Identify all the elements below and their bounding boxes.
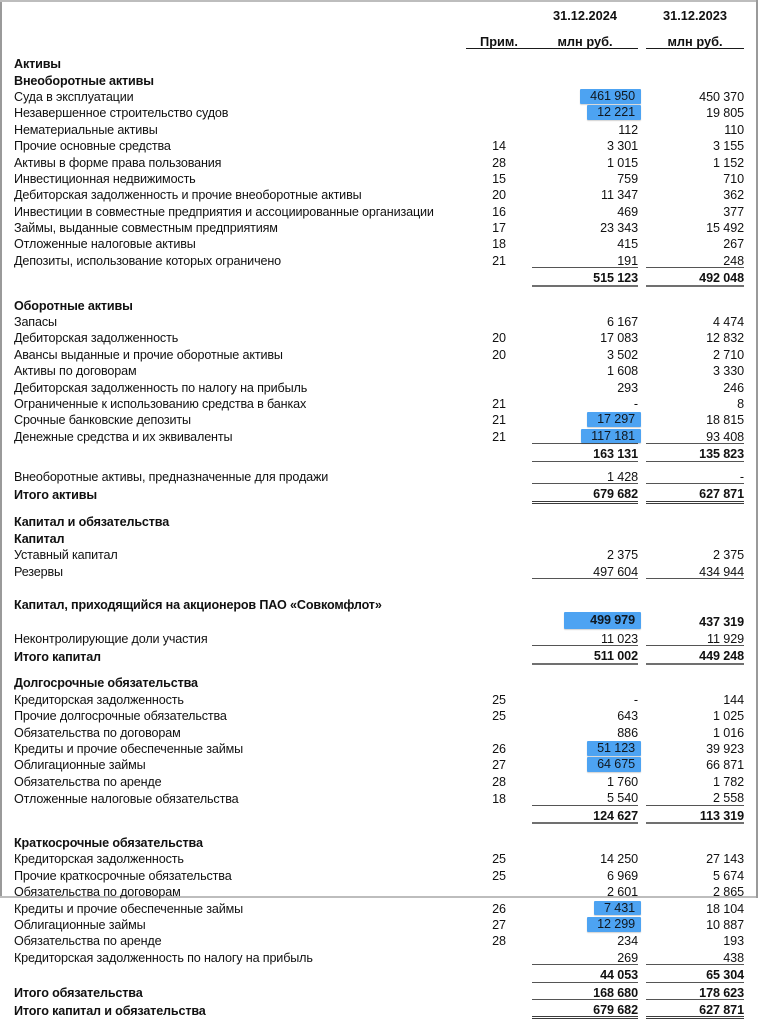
row-label: Облигационные займы — [14, 758, 146, 773]
table-row — [14, 562, 744, 579]
row-note — [466, 467, 532, 484]
row-value-y2: 144 — [723, 692, 744, 707]
row-label: Прочие основные средства — [14, 139, 171, 154]
row-value-y1: 293 — [617, 380, 638, 395]
header-gap-row — [14, 22, 744, 31]
row-value-y2: 1 025 — [712, 709, 744, 724]
table-row — [14, 104, 744, 120]
total-liabilities-label: Итого обязательства — [14, 986, 143, 1000]
section-subheading-label: Внеоборотные активы — [14, 73, 154, 88]
row-label: Кредиторская задолженность по налогу на прибыль — [14, 951, 313, 966]
gap-before-non-current-liabilities — [14, 664, 744, 674]
table-row — [14, 690, 744, 706]
row-label: Прочие долгосрочные обязательства — [14, 709, 227, 724]
row-note: 21 — [492, 254, 506, 269]
table-row — [14, 153, 744, 169]
row-label: Депозиты, использование которых ограничено — [14, 254, 281, 269]
highlight-box: 17 297 — [587, 412, 641, 427]
row-note — [466, 545, 532, 561]
row-note: 17 — [492, 221, 506, 236]
row-value-y1 — [532, 915, 638, 931]
table-row — [14, 772, 744, 788]
row-note: 28 — [492, 934, 506, 949]
subtotal-row-current-assets — [14, 444, 744, 461]
row-note — [466, 120, 532, 136]
table-row — [14, 87, 744, 103]
row-value-y1: 886 — [617, 725, 638, 740]
subtotal-current-assets-y1: 163 131 — [532, 444, 638, 461]
row-value-y1: 3 502 — [606, 347, 638, 362]
row-value-y1: 1 015 — [606, 155, 638, 170]
highlight-box: 64 675 — [587, 757, 641, 772]
row-value-y2: 8 — [737, 397, 744, 411]
gap-before-current-assets — [14, 286, 744, 296]
row-note — [466, 104, 532, 120]
row-value-y2: 15 492 — [706, 221, 744, 236]
row-label: Прочие краткосрочные обязательства — [14, 868, 232, 883]
row-value-y1: 643 — [617, 709, 638, 724]
row-note: 18 — [492, 791, 506, 806]
row-label: Уставный капитал — [14, 548, 118, 563]
row-value-y1 — [532, 104, 638, 120]
row-note: 25 — [492, 868, 506, 883]
row-label: Обязательства по аренде — [14, 934, 162, 949]
row-value-y1: 2 375 — [606, 548, 638, 563]
highlight-box: 499 979 — [564, 612, 641, 629]
row-label: Обязательства по договорам — [14, 885, 181, 900]
header-spacer — [14, 6, 466, 22]
row-note: 18 — [492, 237, 506, 252]
row-value-y2: 377 — [723, 204, 744, 219]
column-header-note: Прим. — [466, 31, 532, 49]
row-label: Обязательства по аренде — [14, 774, 162, 789]
row-value-y1: 415 — [617, 237, 638, 252]
equity-rule-y2 — [646, 579, 744, 596]
row-note — [466, 629, 532, 646]
section-heading-label: Капитал и обязательства — [14, 515, 170, 530]
table-row — [14, 329, 744, 345]
row-value-y2: 2 865 — [712, 885, 744, 900]
table-row — [14, 251, 744, 268]
table-row — [14, 411, 744, 427]
gap-before-current-liabilities — [14, 823, 744, 833]
table-row — [14, 120, 744, 136]
row-value-y1: 497 604 — [593, 564, 638, 579]
row-value-y2: 4 474 — [712, 315, 744, 330]
row-label: Неконтролирующие доли участия — [14, 632, 208, 647]
total-equity-y1: 511 002 — [532, 646, 638, 664]
section-subheading-label: Капитал — [14, 531, 65, 546]
row-value-y2: 12 832 — [706, 331, 744, 346]
row-label: Кредиты и прочие обеспеченные займы — [14, 901, 244, 916]
row-label: Облигационные займы — [14, 917, 146, 932]
equity-attributable-y1 — [532, 612, 638, 629]
row-assets-held-for-sale — [14, 467, 744, 484]
table-row — [14, 850, 744, 866]
row-value-y2: 248 — [723, 253, 744, 268]
row-value-y1 — [532, 899, 638, 915]
row-value-y2: 18 815 — [706, 413, 744, 428]
subtotal-non-current-liabilities-y1: 124 627 — [532, 805, 638, 823]
row-value-y1 — [532, 427, 638, 444]
row-value-y1: 11 023 — [532, 629, 638, 646]
row-value-y1: 11 347 — [601, 188, 638, 203]
section-heading-equity-and-liabilities — [14, 513, 744, 529]
row-label: Нематериальные активы — [14, 122, 158, 137]
table-row — [14, 706, 744, 722]
row-value-y1: 6 969 — [606, 868, 638, 883]
row-value-y2: 5 674 — [712, 868, 744, 883]
row-label: Займы, выданные совместным предприятиям — [14, 221, 278, 236]
row-label: Авансы выданные и прочие оборотные активы — [14, 347, 283, 362]
total-equity-liabilities-label: Итого капитал и обязательства — [14, 1004, 206, 1019]
row-label: Суда в эксплуатации — [14, 89, 134, 104]
row-value-y1: 1 608 — [606, 364, 638, 379]
subtotal-current-liabilities-y1: 44 053 — [532, 965, 638, 982]
rows-current-liabilities — [14, 850, 744, 965]
table-row — [14, 218, 744, 234]
rows-equity — [14, 545, 744, 578]
row-label: Дебиторская задолженность и прочие внеоборотные активы — [14, 188, 362, 203]
equity-rule-y1 — [532, 579, 638, 596]
row-note: 27 — [492, 758, 506, 773]
row-note: 16 — [492, 204, 506, 219]
equity-rule-row — [14, 579, 744, 596]
table-row — [14, 345, 744, 361]
equity-attributable-label: Капитал, приходящийся на акционеров ПАО «Совкомфлот» — [14, 598, 382, 613]
highlight-box: 12 299 — [587, 917, 641, 932]
row-note — [466, 723, 532, 739]
row-value-y2: 434 944 — [699, 564, 744, 579]
row-label: Срочные банковские депозиты — [14, 413, 191, 428]
total-row-equity-and-liabilities — [14, 1000, 744, 1018]
page-frame-top — [0, 0, 758, 2]
table-row — [14, 169, 744, 185]
total-equity-y2: 449 248 — [646, 646, 744, 664]
row-label: Кредиторская задолженность — [14, 692, 184, 707]
header-row-dates — [14, 6, 744, 22]
row-note: 20 — [492, 331, 506, 346]
row-note: 25 — [492, 692, 506, 707]
highlight-box: 117 181 — [581, 429, 641, 444]
subtotal-non-current-assets-y2: 492 048 — [646, 268, 744, 286]
row-value-y1: 5 540 — [606, 791, 638, 806]
row-value-y1: 14 250 — [600, 852, 638, 867]
row-value-y1 — [532, 739, 638, 755]
row-value-y2: 18 104 — [706, 901, 744, 916]
total-equity-liabilities-y2: 627 871 — [646, 1000, 744, 1018]
row-value-y2: 246 — [723, 380, 744, 395]
row-value-y2: 3 330 — [712, 364, 744, 379]
row-value-y2: 450 370 — [699, 89, 744, 104]
row-value-y1: - — [633, 397, 638, 411]
row-note: 27 — [492, 917, 506, 932]
total-assets-y2: 627 871 — [646, 484, 744, 502]
header-row-units — [14, 31, 744, 49]
row-value-y1: 112 — [618, 122, 638, 137]
table-row — [14, 756, 744, 772]
row-note: 14 — [492, 139, 506, 154]
column-header-unit-1: млн руб. — [532, 31, 638, 49]
row-label: Резервы — [14, 565, 63, 580]
header-note-spacer — [466, 6, 532, 22]
row-equity-attributable-values — [14, 612, 744, 629]
row-label: Ограниченные к использованию средства в банках — [14, 397, 307, 411]
row-value-y2: 10 887 — [706, 917, 744, 932]
subtotal-non-current-liabilities-y2: 113 319 — [646, 805, 744, 823]
row-value-y1 — [532, 87, 638, 103]
row-value-y1: 759 — [617, 171, 638, 186]
row-note: 25 — [492, 852, 506, 867]
row-label: Кредиторская задолженность — [14, 852, 184, 867]
table-row — [14, 312, 744, 328]
rows-non-current-assets — [14, 87, 744, 268]
rows-current-assets — [14, 312, 744, 444]
subtotal-row-non-current-liabilities — [14, 805, 744, 823]
row-label: Инвестиции в совместные предприятия и ассоциированные организации — [14, 204, 434, 219]
row-note: 21 — [492, 413, 506, 428]
table-row — [14, 723, 744, 739]
row-value-y2: 11 929 — [646, 629, 744, 646]
table-row — [14, 202, 744, 218]
table-row — [14, 235, 744, 251]
section-subheading-label: Оборотные активы — [14, 298, 133, 313]
row-value-y2: 1 782 — [712, 774, 744, 789]
table-row — [14, 378, 744, 394]
subtotal-row-non-current-assets — [14, 268, 744, 286]
row-value-y2: 1 016 — [712, 725, 744, 740]
equity-attributable-y2: 437 319 — [699, 615, 744, 630]
row-value-y2: 93 408 — [706, 429, 744, 444]
table-row — [14, 948, 744, 965]
total-liabilities-y2: 178 623 — [646, 982, 744, 999]
row-note: 26 — [492, 901, 506, 916]
row-value-y1: - — [633, 692, 638, 707]
subtotal-non-current-assets-y1: 515 123 — [532, 268, 638, 286]
row-label: Инвестиционная недвижимость — [14, 171, 196, 186]
row-value-y1: 1 760 — [606, 774, 638, 789]
row-label: Дебиторская задолженность — [14, 331, 179, 346]
row-value-y1: 23 343 — [600, 221, 638, 236]
table-row — [14, 739, 744, 755]
table-row — [14, 915, 744, 931]
total-row-assets — [14, 484, 744, 502]
row-note: 15 — [492, 171, 506, 186]
total-equity-label: Итого капитал — [14, 650, 101, 665]
section-subheading-non-current-assets — [14, 71, 744, 87]
subtotal-row-current-liabilities — [14, 965, 744, 982]
section-heading-assets — [14, 54, 744, 70]
row-note — [466, 948, 532, 965]
table-row — [14, 361, 744, 377]
row-value-y2: 267 — [723, 237, 744, 252]
section-subheading-label: Краткосрочные обязательства — [14, 835, 203, 850]
balance-sheet-table — [14, 6, 744, 1019]
row-value-y1 — [532, 756, 638, 772]
subtotal-current-liabilities-y2: 65 304 — [646, 965, 744, 982]
row-value-y1 — [532, 411, 638, 427]
section-subheading-current-liabilities — [14, 833, 744, 849]
row-note: 28 — [492, 774, 506, 789]
row-value-y2: 2 558 — [712, 791, 744, 806]
row-value-y2: 193 — [723, 934, 744, 949]
table-row — [14, 427, 744, 444]
row-value-y1: 6 167 — [606, 315, 638, 330]
row-note — [466, 562, 532, 579]
table-row — [14, 932, 744, 948]
table-row — [14, 899, 744, 915]
row-value-y2: - — [646, 467, 744, 484]
row-label: Отложенные налоговые активы — [14, 237, 196, 252]
row-note: 25 — [492, 709, 506, 724]
column-header-period-1: 31.12.2024 — [552, 7, 618, 23]
table-row — [14, 545, 744, 561]
row-value-y2: 2 710 — [712, 347, 744, 362]
section-subheading-non-current-liabilities — [14, 674, 744, 690]
section-subheading-current-assets — [14, 296, 744, 312]
total-liabilities-y1: 168 680 — [532, 982, 638, 999]
row-label: Отложенные налоговые обязательства — [14, 791, 239, 806]
row-value-y1: 1 428 — [532, 467, 638, 484]
table-row — [14, 136, 744, 152]
row-value-y1: 3 301 — [606, 139, 638, 154]
column-header-unit-2: млн руб. — [646, 31, 744, 49]
row-note: 28 — [492, 155, 506, 170]
total-assets-y1: 679 682 — [532, 484, 638, 502]
section-subheading-label: Долгосрочные обязательства — [14, 676, 198, 691]
highlight-box: 7 431 — [594, 901, 641, 916]
row-label: Дебиторская задолженность по налогу на прибыль — [14, 380, 308, 395]
section-heading-label: Активы — [14, 57, 61, 72]
table-row — [14, 866, 744, 882]
row-note — [466, 312, 532, 328]
total-row-equity — [14, 646, 744, 664]
table-row — [14, 788, 744, 805]
row-value-y1: 269 — [617, 950, 638, 965]
highlight-box: 12 221 — [587, 105, 641, 120]
total-assets-label: Итого активы — [14, 488, 97, 503]
row-note — [466, 361, 532, 377]
row-note — [466, 882, 532, 898]
table-row — [14, 882, 744, 898]
total-equity-liabilities-y1: 679 682 — [532, 1000, 638, 1018]
row-value-y1: 234 — [617, 934, 638, 949]
row-value-y2: 27 143 — [706, 852, 744, 867]
row-note: 21 — [492, 430, 506, 445]
row-value-y1: 2 601 — [606, 885, 638, 900]
table-row — [14, 394, 744, 410]
row-label: Кредиты и прочие обеспеченные займы — [14, 742, 244, 757]
row-value-y1: 191 — [617, 253, 638, 268]
highlight-box: 51 123 — [587, 741, 641, 756]
row-label: Активы в форме права пользования — [14, 155, 222, 170]
row-value-y2: 19 805 — [706, 106, 744, 121]
row-non-controlling-interests — [14, 629, 744, 646]
subtotal-current-assets-y2: 135 823 — [646, 444, 744, 461]
row-note: 20 — [492, 347, 506, 362]
row-value-y1: 469 — [617, 204, 638, 219]
row-label: Обязательства по договорам — [14, 725, 181, 740]
row-label: Денежные средства и их эквиваленты — [14, 430, 233, 445]
row-note: 26 — [492, 742, 506, 757]
row-value-y2: 1 152 — [712, 155, 744, 170]
row-value-y2: 39 923 — [706, 742, 744, 757]
row-value-y2: 2 375 — [712, 548, 744, 563]
row-label: Запасы — [14, 315, 57, 330]
highlight-box: 461 950 — [580, 89, 641, 104]
row-note: 20 — [492, 188, 506, 203]
row-label: Внеоборотные активы, предназначенные для продажи — [14, 470, 329, 485]
row-label: Активы по договорам — [14, 364, 137, 379]
row-value-y2: 362 — [723, 188, 744, 203]
table-row — [14, 186, 744, 202]
row-value-y2: 710 — [723, 171, 744, 186]
row-value-y2: 66 871 — [706, 758, 744, 773]
column-header-period-2: 31.12.2023 — [662, 7, 728, 23]
row-label: Незавершенное строительство судов — [14, 106, 229, 121]
row-note: 21 — [492, 397, 506, 411]
row-equity-attributable-label — [14, 596, 744, 612]
row-value-y2: 110 — [724, 122, 744, 137]
gap-before-equity — [14, 502, 744, 513]
row-note — [466, 378, 532, 394]
total-row-liabilities — [14, 982, 744, 999]
row-value-y2: 438 — [723, 950, 744, 965]
section-subheading-equity — [14, 529, 744, 545]
row-value-y1: 17 083 — [600, 331, 638, 346]
row-value-y2: 3 155 — [712, 139, 744, 154]
row-note — [466, 87, 532, 103]
rows-non-current-liabilities — [14, 690, 744, 805]
